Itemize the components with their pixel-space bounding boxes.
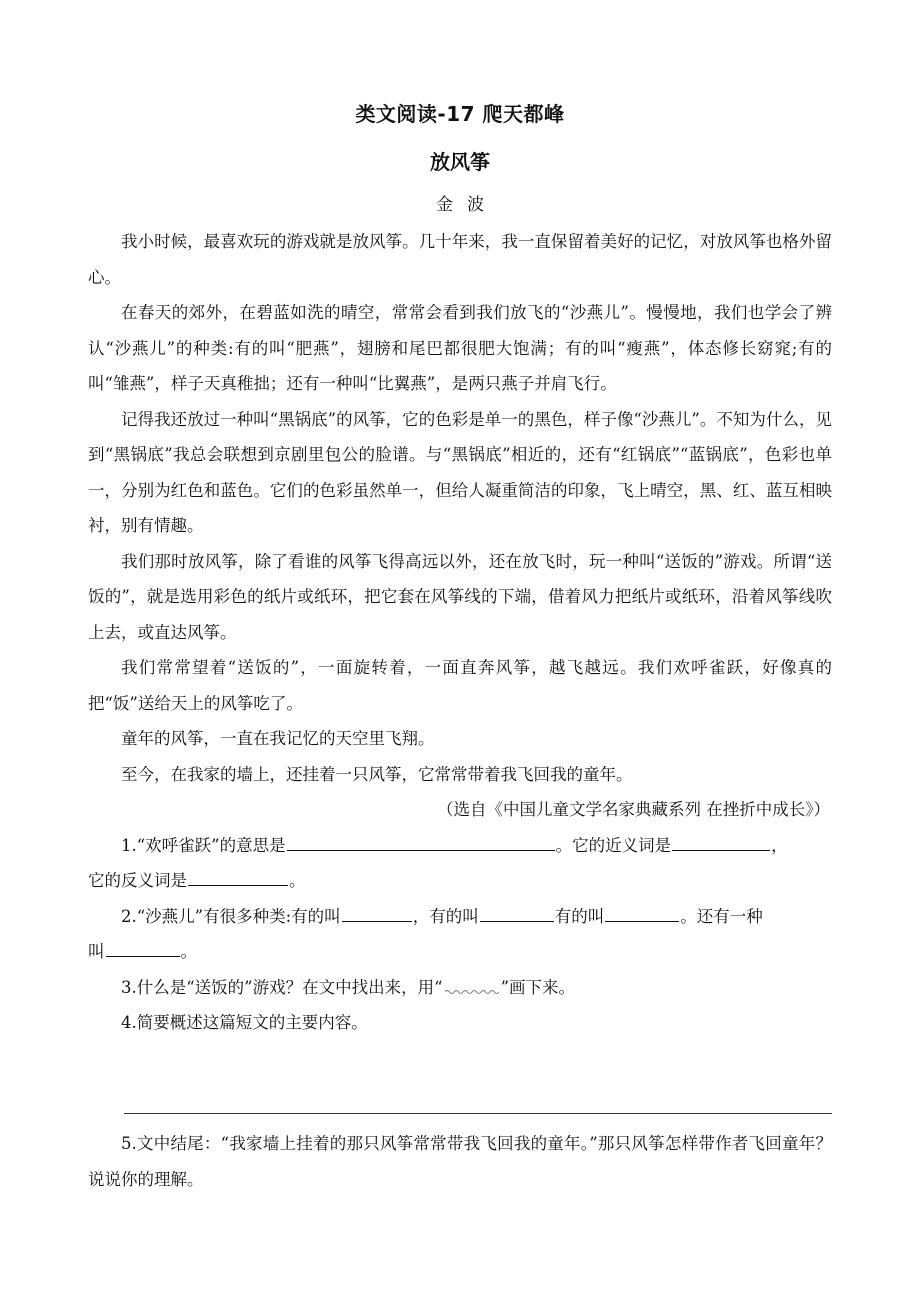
question-3 xyxy=(88,970,832,1006)
answer-blank-antonym[interactable] xyxy=(188,884,288,886)
question-1-text: 。 xyxy=(289,871,306,890)
answer-blank-meaning[interactable] xyxy=(287,849,555,851)
wavy-underline-icon xyxy=(445,985,499,995)
question-1-text: 它的反义词是 xyxy=(88,871,187,890)
question-2-text: 有的叫 xyxy=(554,906,605,926)
question-1 xyxy=(88,828,832,864)
answer-blank-type-4[interactable] xyxy=(106,955,180,957)
answer-blank-type-1[interactable] xyxy=(342,920,412,922)
answer-line-q4[interactable] xyxy=(124,1113,832,1114)
question-5-block xyxy=(88,1126,832,1197)
question-2-text: ，有的叫 xyxy=(412,906,479,926)
question-1-text: ， xyxy=(771,835,788,855)
question-4: 4.简要概述这篇短文的主要内容。 xyxy=(121,1013,368,1032)
question-1-text: 1.“欢呼雀跃”的意思是 xyxy=(121,835,286,855)
question-2-text: 2.“沙燕儿”有很多种类:有的叫 xyxy=(121,906,341,926)
worksheet-title: 类文阅读-17 爬天都峰 xyxy=(355,102,565,126)
question-3-text: 3.什么是“送饭的”游戏？在文中找出来，用“ xyxy=(121,977,443,997)
question-2 xyxy=(88,899,832,935)
article-title: 放风筝 xyxy=(430,150,490,174)
question-1-cont xyxy=(88,863,832,899)
paragraph: 我们常常望着“送饭的”，一面旋转着，一面直奔风筝，越飞越远。我们欢呼雀跃，好像真的把“饭”送给天上的风筝吃了。 xyxy=(88,658,832,713)
question-2-text: 叫 xyxy=(88,942,105,961)
question-2-text: 。还有一种 xyxy=(680,906,763,926)
paragraph: 记得我还放过一种叫“黑锅底”的风筝，它的色彩是单一的黑色，样子像“沙燕儿”。不知为什么，见到“黑锅底”我总会联想到京剧里包公的脸谱。与“黑锅底”相近的，还有“红锅底”“蓝锅底”，色彩也单一，分别为红色和蓝色。它们的色彩虽然单一，但给人凝重简洁的印象，飞上晴空，黑、红、蓝互相映衬，别有情趣。 xyxy=(88,409,832,535)
answer-blank-type-2[interactable] xyxy=(480,920,554,922)
question-1-text: 。它的近义词是 xyxy=(555,835,672,855)
answer-blank-type-3[interactable] xyxy=(605,920,679,922)
paragraph: 我小时候，最喜欢玩的游戏就是放风筝。几十年来，我一直保留着美好的记忆，对放风筝也格外留心。 xyxy=(88,232,832,287)
paragraph: 在春天的郊外，在碧蓝如洗的晴空，常常会看到我们放飞的“沙燕儿”。慢慢地，我们也学会了辨认“沙燕儿”的种类:有的叫“肥燕”，翅膀和尾巴都很肥大饱满；有的叫“瘦燕”，体态修长窈窕;有的叫“雏燕”，样子天真稚拙；还有一种叫“比翼燕”，是两只燕子并肩飞行。 xyxy=(88,303,832,393)
paragraph: 我们那时放风筝，除了看谁的风筝飞得高远以外，还在放飞时，玩一种叫“送饭的”游戏。所谓“送饭的”，就是选用彩色的纸片或纸环，把它套在风筝线的下端，借着风力把纸片或纸环，沿着风筝线吹上去，或直达风筝。 xyxy=(88,551,832,642)
paragraph: 童年的风筝，一直在我记忆的天空里飞翔。 xyxy=(121,729,435,748)
question-2-cont xyxy=(88,934,832,970)
paragraph: 至今，在我家的墙上，还挂着一只风筝，它常常带着我飞回我的童年。 xyxy=(121,764,633,784)
article-body xyxy=(88,224,832,1041)
article-source: （选自《中国儿童文学名家典藏系列 在挫折中成长》） xyxy=(437,800,830,819)
question-5: 5.文中结尾：“我家墙上挂着的那只风筝常常带我飞回我的童年。”那只风筝怎样带作者飞回童年？说说你的理解。 xyxy=(88,1134,832,1189)
article-author: 金波 xyxy=(436,195,498,215)
answer-blank-synonym[interactable] xyxy=(672,849,770,851)
question-2-text: 。 xyxy=(180,942,197,961)
question-3-text: ”画下来。 xyxy=(500,977,575,997)
